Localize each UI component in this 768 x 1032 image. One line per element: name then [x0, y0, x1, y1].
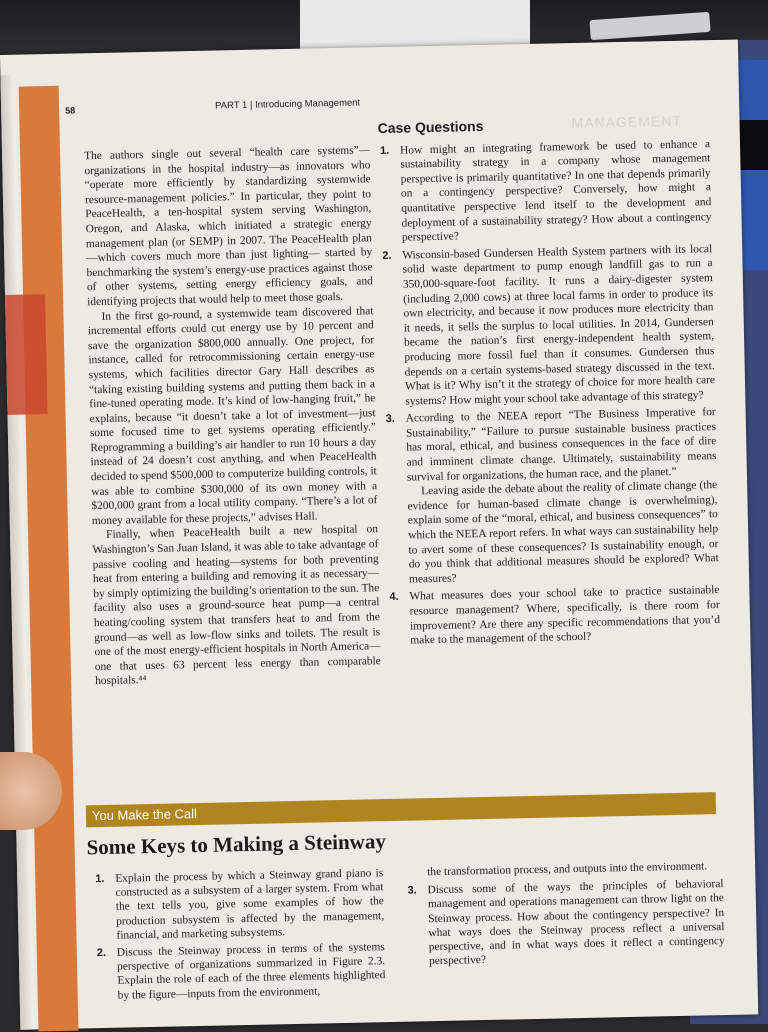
question-number: 3.: [385, 413, 396, 426]
question-list: [378, 137, 721, 649]
question-text: Discuss the Steinway process in terms of the systems perspective of organizations summarized in Figure 2.3. Explain the role of each of the three elements highlighted by the figure—inputs from the environment,: [116, 941, 386, 1002]
steinway-list-left: [93, 866, 386, 1003]
question-subparagraph: Leaving aside the debate about the reality of climate change (the evidence for human-based climate change is overwhelming), explain some of the “moral, ethical, and business consequences” to which the NEEA report refers. In what ways can sustainability help to avert some of these consequences? Is sustainability enough, or do you think that additional measures should be explored? What measures?: [407, 479, 719, 586]
red-margin-accent: [5, 294, 48, 415]
question-text: Discuss some of the ways the principles of behavioral management and operations management can throw light on the Steinway process. How about the contingency perspective? In what ways does the Steinway process reflect a universal perspective, and in what ways does it reflect a contingency perspective?: [427, 878, 725, 968]
steinway-list-right: [405, 877, 725, 969]
question-text: How might an integrating framework be used to enhance a sustainability strategy in a company whose management perspective is primarily quantitative? In one that depends primarily on a contingency perspective? Conversely, how might a quantitative perspective lend itself to the development and deployment of a sustainability strategy? How about a contingency perspective?: [399, 137, 712, 244]
question-number: 2.: [96, 946, 107, 960]
steinway-questions-left: [93, 866, 386, 1006]
question-number: 2.: [382, 249, 392, 262]
question-number: 1.: [379, 144, 390, 157]
watermark: MANAGEMENT: [571, 112, 683, 132]
question-text: According to the NEEA report “The Business Imperative for Sustainability,” “Failure to pursue sustainable business practices has moral, ethical, and business consequences in the face of dire and imminent climate change. Ultimately, sustainability means survival for organizations, the human race, and the planet.”: [405, 406, 717, 484]
case-questions-title: Case Questions: [377, 117, 484, 137]
question-item: [387, 583, 720, 648]
question-continuation: the transformation process, and outputs into the environment.: [427, 860, 708, 879]
page-content: [65, 74, 740, 1017]
case-questions: [377, 114, 720, 652]
question-item: [93, 866, 384, 943]
question-item: [380, 242, 715, 409]
running-head: PART 1 | Introducing Management: [215, 97, 361, 112]
question-number: 1.: [95, 872, 105, 886]
book-page: [0, 40, 758, 1030]
question-item: [384, 405, 720, 587]
steinway-questions-right: [405, 859, 725, 972]
left-column: [84, 143, 381, 689]
question-number: 4.: [389, 591, 399, 604]
paragraph: In the first go-round, a systemwide team discovered that incremental efforts could cut energy use by 10 percent and save the organization $800,000 annually. One project, for instance, called for retrocommissioning certain energy-use systems, which facilities director Gary Hall describes as “taking existing building systems and putting them back in a fine-tuned operating mode. It’s kind of low-hanging fruit,” he explains, because “it doesn’t take a lot of investment—just some focused time to get systems operating efficiently.” Reprogramming a building’s air handler to run 10 hours a day instead of 24 doesn’t cost anything, and when PeaceHealth decided to spend $500,000 to computerize building controls, it was able to combine $300,000 of its own money with a $200,000 grant from a local utility company. “There’s a lot of money available for these projects,” advises Hall.: [87, 304, 378, 528]
page-number: 58: [65, 105, 76, 116]
question-number: 3.: [407, 884, 417, 897]
question-text: What measures does your school take to practice sustainable resource management? Where, specifically, is there room for improvement? Are there any specific recommendations that you’d make to the management of the school?: [409, 584, 721, 647]
paragraph: Finally, when PeaceHealth built a new hospital on Washington’s San Juan Island, it was able to take advantage of passive cooling and heating—systems for both preventing heat from entering a building and removing it as necessary—by simply optimizing the building’s orientation to the sun. The facility also uses a ground-source heat pump—a central heating/cooling system that transfers heat to and from the ground—as well as low-flow sinks and toilets. The result is one of the most energy-efficient hospitals in North America—one that uses 63 percent less energy than comparable hospitals.⁴⁴: [92, 523, 381, 688]
you-make-the-call-banner: You Make the Call: [86, 792, 716, 827]
section-title: Some Keys to Making a Steinway: [86, 829, 387, 860]
paragraph: The authors single out several “health care systems”— organizations in the hospital industry—as innovators who “operate more efficiently by standardizing systemwide resource-management policies.” In particular, they point to PeaceHealth, a ten-hospital system serving Washington, Oregon, and Alaska, which initiated a strategic energy management plan (or SEMP) in 2007. The PeaceHealth plan—which covers much more than just lighting— started by benchmarking the system’s energy-use practices against those of other systems, setting energy efficiency goals, and identifying projects that would help to meet those goals.: [84, 144, 373, 309]
question-item: [405, 877, 725, 969]
question-item: [95, 940, 386, 1003]
question-item: [378, 137, 712, 246]
question-text: Wisconsin-based Gundersen Health System partners with its local solid waste department to pump enough landfill gas to run a 350,000-square-foot facility. It runs a dairy-digester system (including 2,000 cows) at three local farms in order to produce its own electricity, and because it now produces more electricity than it needs, it sells the surplus to local utilities. In 2014, Gundersen became the nation’s first energy-independent health system, producing more fossil fuel than it consumes. Gundersen thus depends on a certain systems-based strategy discussed in the text. What is it? Why isn’t it the strategy of choice for more health care systems? How might your school take advantage of this strategy?: [402, 242, 716, 408]
question-text: Explain the process by which a Steinway grand piano is constructed as a subsystem of a larger system. From what the text tells you, give some examples of how the production subsystem is affected by the management, financial, and marketing subsystems.: [115, 867, 385, 942]
